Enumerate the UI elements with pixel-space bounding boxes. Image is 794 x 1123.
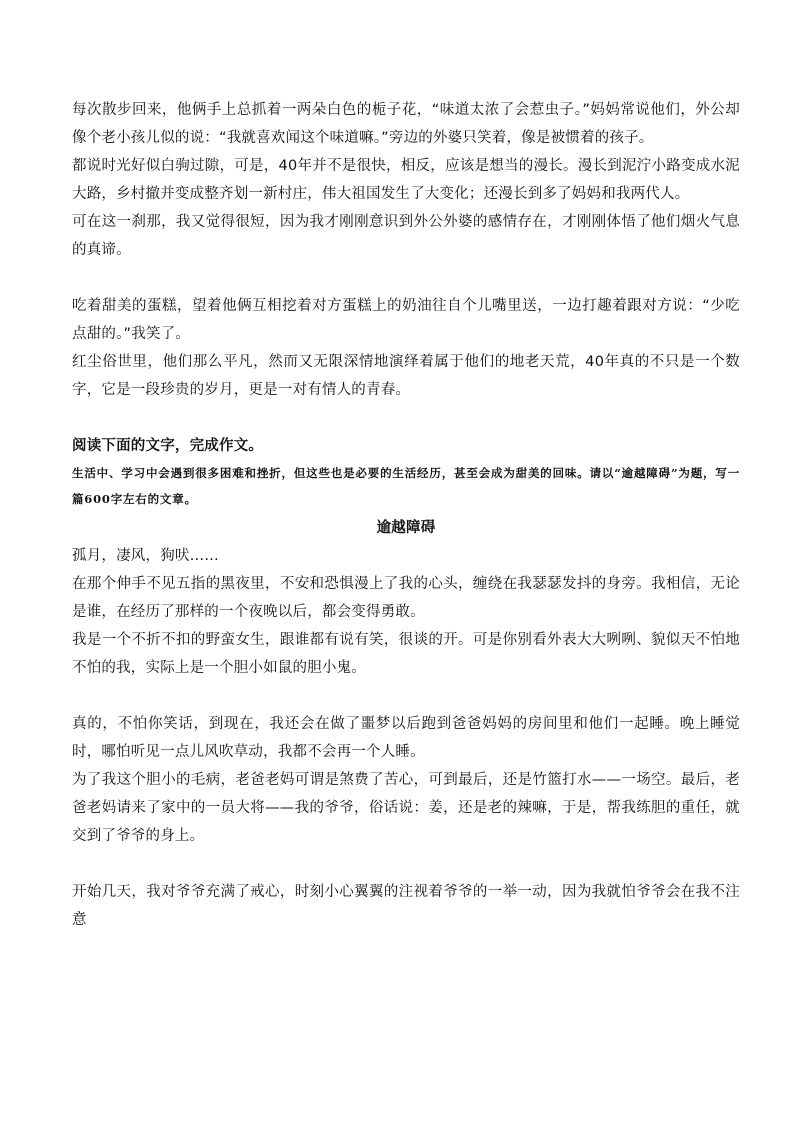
essay-paragraph-6: 开始几天，我对爷爷充满了戒心，时刻小心翼翼的注视着爷爷的一举一动，因为我就怕爷爷会在我不注意 [72,884,740,928]
passage-paragraph-4: 吃着甜美的蛋糕，望着他俩互相挖着对方蛋糕上的奶油往自个儿嘴里送，一边打趣着跟对方说：“少吃点甜的。”我笑了。 [72,298,740,342]
passage-paragraph-3: 可在这一刹那，我又觉得很短，因为我才刚刚意识到外公外婆的感情存在，才刚刚体悟了他们烟火气息的真谛。 [72,214,740,258]
essay-paragraph-4: 真的，不怕你笑话，到现在，我还会在做了噩梦以后跑到爸爸妈妈的房间里和他们一起睡。晚上睡觉时，哪怕听见一点儿风吹草动，我都不会再一个人睡。 [72,716,740,760]
essay-paragraph-5: 为了我这个胆小的毛病，老爸老妈可谓是煞费了苦心，可到最后，还是竹篮打水——一场空。最后，老爸老妈请来了家中的一员大将——我的爷爷，俗话说：姜，还是老的辣嘛，于是，帮我练胆的重任，就交到了爷爷的身上。 [72,772,740,844]
essay-title: 逾越障碍 [376,520,436,536]
passage-paragraph-5: 红尘俗世里，他们那么平凡，然而又无限深情地演绎着属于他们的地老天荒，40年真的不只是一个数字，它是一段珍贵的岁月，更是一对有情人的青春。 [72,354,740,398]
passage-paragraph-1: 每次散步回来，他俩手上总抓着一两朵白色的栀子花，“味道太浓了会惹虫子。”妈妈常说他们，外公却像个老小孩儿似的说：“我就喜欢闻这个味道嘛。”旁边的外婆只笑着，像是被惯着的孩子。 [72,102,740,146]
essay-paragraph-2: 在那个伸手不见五指的黑夜里，不安和恐惧漫上了我的心头，缠绕在我瑟瑟发抖的身旁。我相信，无论是谁，在经历了那样的一个夜晚以后，都会变得勇敢。 [72,576,740,620]
paragraph-spacer [72,850,740,878]
essay-paragraph-3: 我是一个不折不扣的野蛮女生，跟谁都有说有笑，很谈的开。可是你别看外表大大咧咧、貌似天不怕地不怕的我，实际上是一个胆小如鼠的胆小鬼。 [72,632,740,676]
paragraph-spacer [72,264,740,292]
passage-paragraph-2: 都说时光好似白驹过隙，可是，40年并不是很快，相反，应该是想当的漫长。漫长到泥泞小路变成水泥大路，乡村撤并变成整齐划一新村庄，伟大祖国发生了大变化；还漫长到多了妈妈和我两代人。 [72,158,740,202]
essay-paragraph-1: 孤月，凄风，狗吠…… [72,548,219,564]
section-spacer [72,404,740,432]
task-heading: 阅读下面的文字，完成作文。 [72,438,264,454]
paragraph-spacer [72,682,740,710]
task-prompt: 生活中、学习中会遇到很多困难和挫折，但这些也是必要的生活经历，甚至会成为甜美的回味。请以“逾越障碍”为题，写一篇600字左右的文章。 [72,466,740,506]
